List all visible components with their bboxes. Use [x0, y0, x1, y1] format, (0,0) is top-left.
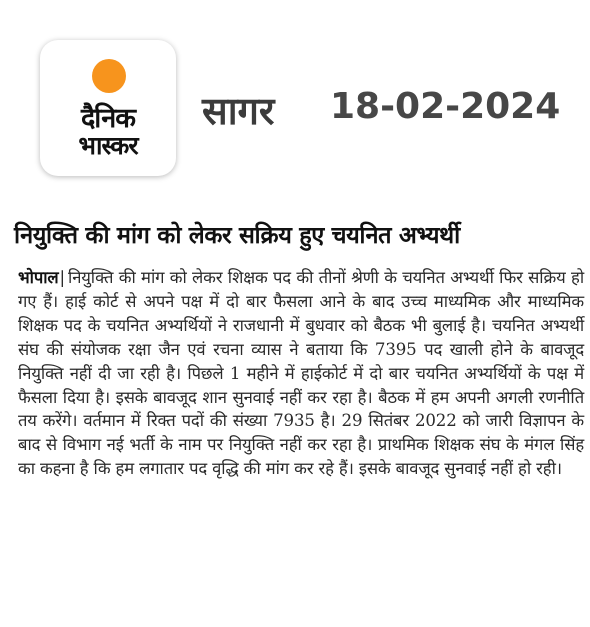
logo-text-line1: दैनिक [80, 103, 136, 134]
article-dateline: भोपाल [18, 268, 59, 287]
edition-city: सागर [202, 89, 275, 133]
article-body [18, 266, 584, 481]
newspaper-logo [40, 40, 176, 176]
edition-date: 18-02-2024 [330, 86, 561, 127]
article-text: नियुक्ति की मांग को लेकर शिक्षक पद की तीनों श्रेणी के चयनित अभ्यर्थी फिर सक्रिय हो गए हैं। हाई कोर्ट से अपने पक्ष में दो बार फैसला आने के बाद उच्च माध्यमिक और माध्यमिक शिक्षक पद के चयनित अभ्यर्थियों ने राजधानी में बुधवार को बैठक भी बुलाई है। चयनित अभ्यर्थी संघ की संयोजक रक्षा जैन एवं रचना व्यास ने बताया कि 7395 पद खाली होने के बावजूद नियुक्ति नहीं दी जा रही है। पिछले 1 महीने में हाईकोर्ट में दो बार चयनित अभ्यर्थियों के पक्ष में फैसला दिया है। इसके बावजूद शान सुनवाई नहीं कर रहा है। बैठक में हम अपनी अगली रणनीति तय करेंगे। वर्तमान में रिक्त पदों की संख्या 7935 है। 29 सितंबर 2022 को जारी विज्ञापन के बाद से विभाग नई भर्ती के नाम पर नियुक्ति नहीं कर रहा है। प्राथमिक शिक्षक संघ के मंगल सिंह का कहना है कि हम लगातार पद वृद्धि की मांग कर रहे हैं। इसके बावजूद सुनवाई नहीं हो रही। [18, 268, 584, 479]
article-headline: नियुक्ति की मांग को लेकर सक्रिय हुए चयनित अभ्यर्थी [14, 221, 460, 249]
logo-text-line2: भास्कर [78, 131, 138, 160]
sun-icon [92, 59, 126, 93]
dateline-separator: | [59, 268, 65, 287]
